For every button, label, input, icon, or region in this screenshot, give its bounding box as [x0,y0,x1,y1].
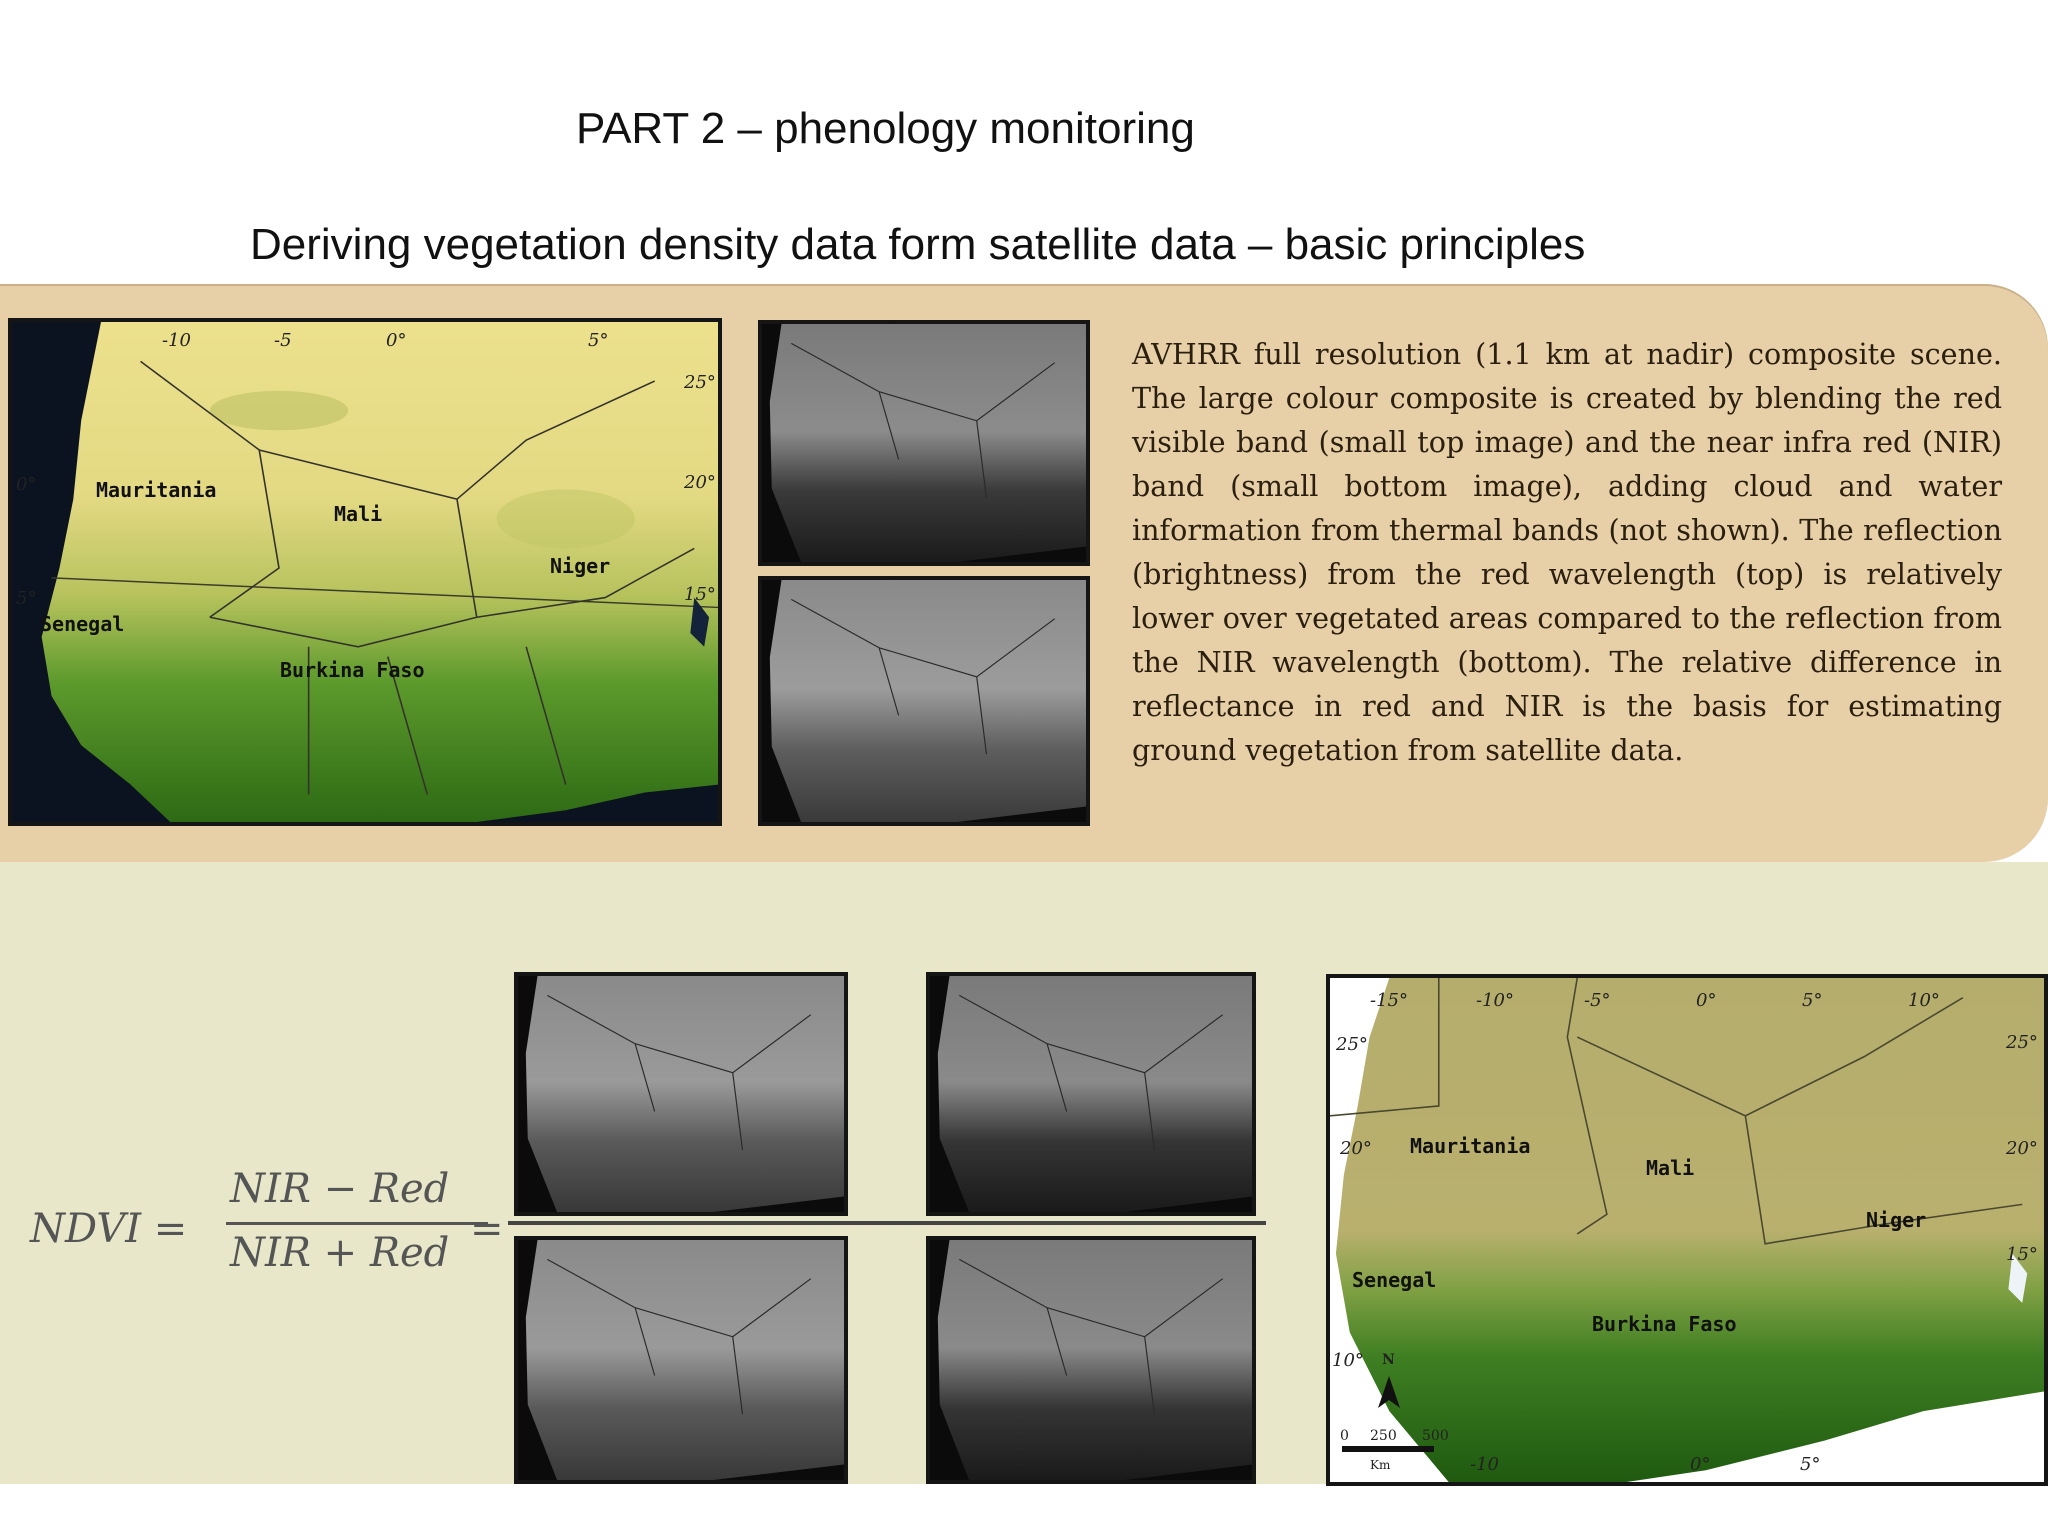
lon-label: 5° [1802,990,1823,1011]
formula-numerator: NIR − Red [230,1166,450,1212]
red-band-image [926,1236,1256,1484]
label-mali: Mali [334,502,383,526]
lon-label: -5° [1584,990,1611,1011]
north-label: N [1382,1352,1395,1368]
lon-label: -10 [162,330,191,351]
ndvi-result-map [1326,974,2048,1486]
formula-denominator: NIR + Red [230,1230,450,1276]
scale-zero: 0 [1340,1428,1349,1444]
lon-label: -10 [1470,1454,1499,1475]
scale-mid: 250 [1370,1428,1397,1444]
description-text: AVHRR full resolution (1.1 km at nadir) composite scene. The large colour composite is created by blending the red visible band (small top image) and the near infra red (NIR) band (small bottom image), adding cloud and water information from thermal bands (not shown). The reflection (brightness) from the red wavelength (top) is relatively lower over vegetated areas compared to the reflection from the NIR wavelength (bottom). The relative difference in reflectance in red and NIR is the basis for estimating ground vegetation from satellite data. [1132,337,2002,767]
nir-band-image [514,1236,848,1484]
lat-label: 15° [2006,1244,2038,1265]
lat-label: 10° [1332,1350,1364,1371]
lon-label: -5 [274,330,292,351]
lat-label: 5° [16,588,37,609]
lat-label: 20° [684,472,716,493]
part-title: PART 2 – phenology monitoring [576,104,1195,153]
nir-band-image [758,576,1090,826]
lat-label: 20° [2006,1138,2038,1159]
scale-end: 500 [1422,1428,1449,1444]
lon-label: 10° [1908,990,1940,1011]
lat-label: 15° [684,584,716,605]
scale-unit: Km [1370,1458,1391,1472]
label-mauritania: Mauritania [1410,1134,1531,1158]
formula-fraction-bar [226,1222,488,1225]
lat-label: 25° [1336,1034,1368,1055]
nir-band-image [514,972,848,1216]
label-burkina-faso: Burkina Faso [1592,1312,1737,1336]
lon-label: 0° [386,330,407,351]
lon-label: 5° [1800,1454,1821,1475]
lon-label: -15° [1370,990,1408,1011]
map-scale-bar [1342,1446,1434,1452]
label-burkina-faso: Burkina Faso [280,658,425,682]
label-niger: Niger [550,554,611,578]
north-arrow-icon [1374,1368,1404,1412]
formula-lhs: NDVI = [30,1206,188,1252]
lon-label: 5° [588,330,609,351]
lon-label: 0° [1690,1454,1711,1475]
lat-label: 0° [16,474,37,495]
label-niger: Niger [1866,1208,1927,1232]
slide-subtitle: Deriving vegetation density data form satellite data – basic principles [250,220,1586,269]
lat-label: 25° [2006,1032,2038,1053]
lat-label: 25° [684,372,716,393]
label-senegal: Senegal [40,612,125,636]
lon-label: 0° [1696,990,1717,1011]
red-band-image [758,320,1090,566]
lat-label: 20° [1340,1138,1372,1159]
formula-equals: = [470,1206,504,1252]
red-band-image [926,972,1256,1216]
label-mali: Mali [1646,1156,1695,1180]
colour-composite-map [8,318,722,826]
image-fraction-bar [508,1221,1266,1225]
lon-label: -10° [1476,990,1514,1011]
label-senegal: Senegal [1352,1268,1437,1292]
label-mauritania: Mauritania [96,478,217,502]
